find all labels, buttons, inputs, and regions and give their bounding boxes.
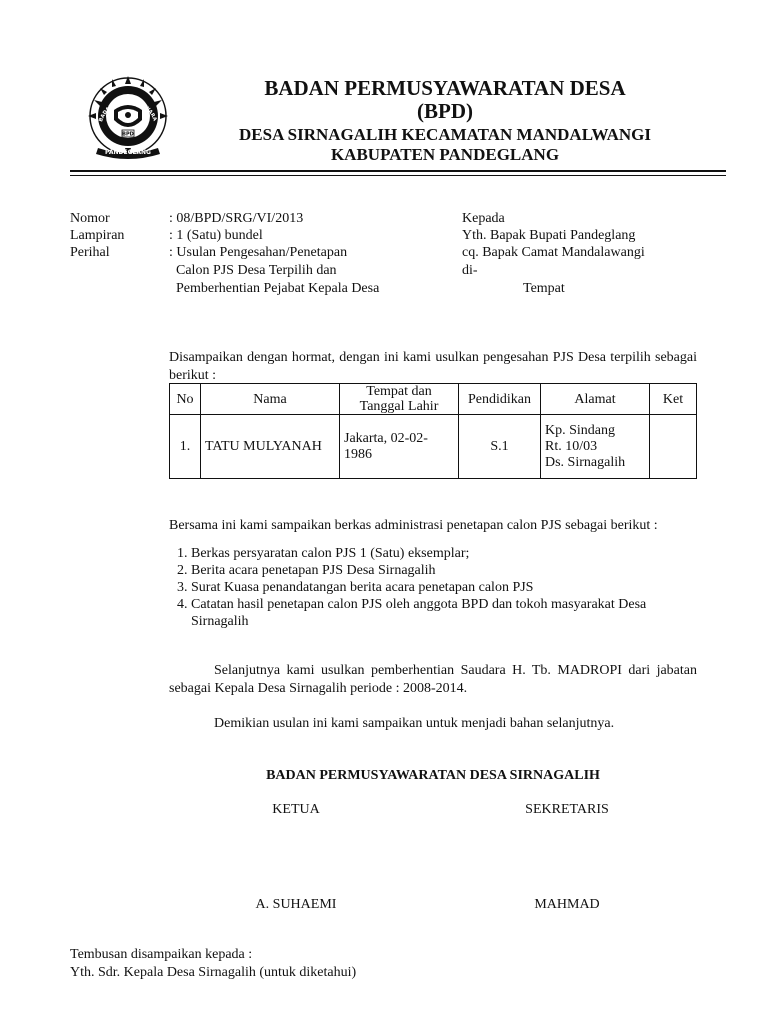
list-item: 2. Berita acara penetapan PJS Desa Sirnagalih [191,562,697,579]
lampiran-value: : 1 (Satu) bundel [169,228,263,243]
cell-alamat [541,415,650,479]
recipient-kepada: Kepada [462,211,505,226]
signature-org: BADAN PERMUSYAWARATAN DESA SIRNAGALIH [266,768,600,783]
table-header-row [170,384,697,415]
list-item: 4. Catatan hasil penetapan calon PJS oleh anggota BPD dan tokoh masyarakat Desa Sirnagalih [191,596,671,630]
nomor-value: : 08/BPD/SRG/VI/2013 [169,211,304,226]
signature-sekretaris-title: SEKRETARIS [525,802,609,817]
berkas-intro: Bersama ini kami sampaikan berkas administrasi penetapan calon PJS sebagai berikut : [169,518,658,533]
col-header-no: No [170,384,201,415]
col-header-ket: Ket [650,384,697,415]
cell-alamat-line2: Rt. 10/03 [545,438,598,454]
tembusan-recipient: Yth. Sdr. Kepala Desa Sirnagalih (untuk diketahui) [70,965,357,980]
col-header-ttl-line1: Tempat dan [366,384,432,399]
logo-ring-text: BADAN PERMUSYAWARA [98,98,158,123]
berkas-list [169,545,697,630]
nomor-label: Nomor [70,211,110,226]
cell-alamat-line1: Kp. Sindang [545,422,615,438]
letterhead-village: DESA SIRNAGALIH KECAMATAN MANDALWANGI [239,125,651,144]
letterhead-rule-thick [70,170,726,172]
logo-badge-text: BPD [122,131,134,138]
list-item: 3. Surat Kuasa penandatangan berita acara penetapan calon PJS [191,579,697,596]
cell-no: 1. [170,415,201,479]
cell-ket [650,415,697,479]
logo-banner-text: PANDEGLANG [105,149,151,156]
col-header-nama: Nama [201,384,340,415]
recipient-tempat: Tempat [523,281,565,296]
penutup-paragraph: Demikian usulan ini kami sampaikan untuk menjadi bahan selanjutnya. [214,716,615,731]
cell-ttl: Jakarta, 02-02-1986 [340,415,459,479]
col-header-pendidikan: Pendidikan [459,384,541,415]
table-row [170,415,697,479]
cell-nama: TATU MULYANAH [201,415,340,479]
bpd-logo-emblem [82,72,174,164]
tembusan-title: Tembusan disampaikan kepada : [70,947,253,962]
perihal-value-line3: Pemberhentian Pejabat Kepala Desa [176,281,380,296]
signature-ketua-title: KETUA [272,802,320,817]
pjs-candidate-table [169,383,697,479]
col-header-ttl-line2: Tanggal Lahir [359,399,439,414]
signature-ketua-name: A. SUHAEMI [255,897,337,912]
intro-paragraph: Disampaikan dengan hormat, dengan ini kami usulkan pengesahan PJS Desa terpilih sebagai berikut : [169,350,697,383]
col-header-ttl [340,384,459,415]
recipient-bupati: Yth. Bapak Bupati Pandeglang [462,228,636,243]
letterhead-title: BADAN PERMUSYAWARATAN DESA [264,76,626,100]
cell-alamat-line3: Ds. Sirnagalih [545,454,626,470]
letterhead-regency: KABUPATEN PANDEGLANG [330,145,560,164]
recipient-di: di- [462,263,478,278]
lampiran-label: Lampiran [70,228,125,243]
pemberhentian-paragraph: Selanjutnya kami usulkan pemberhentian Saudara H. Tb. MADROPI dari jabatan sebagai Kepala Desa Sirnagalih periode : 2008-2014. [169,663,697,696]
letterhead-abbr: (BPD) [417,99,473,123]
perihal-label: Perihal [70,245,110,260]
recipient-camat: cq. Bapak Camat Mandalawangi [462,245,645,260]
perihal-value-line2: Calon PJS Desa Terpilih dan [176,263,337,278]
list-item: 1. Berkas persyaratan calon PJS 1 (Satu) eksemplar; [191,545,697,562]
letterhead-rule-thin [70,175,726,176]
col-header-alamat: Alamat [541,384,650,415]
perihal-value-line1: : Usulan Pengesahan/Penetapan [169,245,348,260]
signature-sekretaris-name: MAHMAD [534,897,600,912]
cell-pendidikan: S.1 [459,415,541,479]
